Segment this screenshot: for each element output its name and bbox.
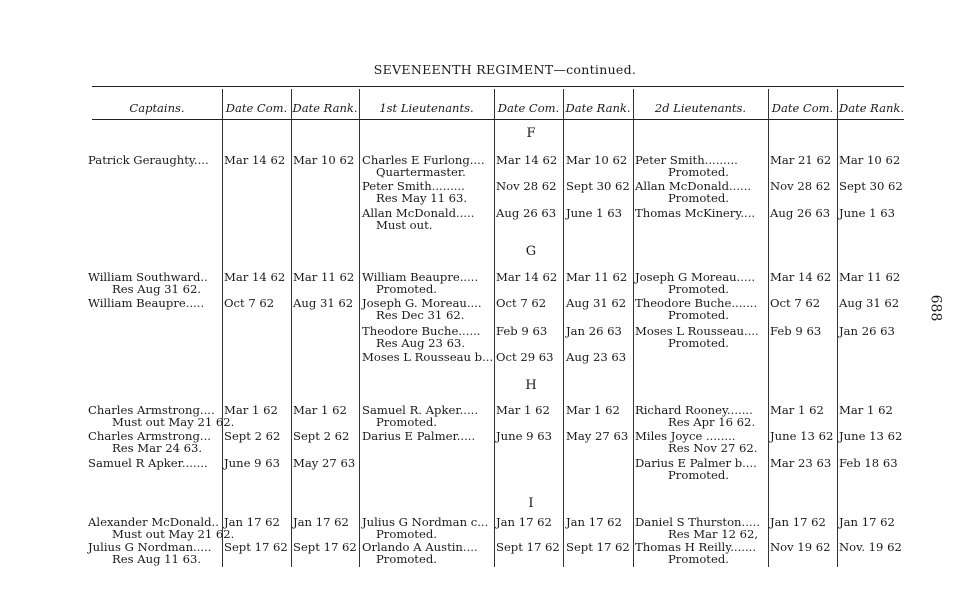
second-lt-date-com: Mar 23 63 [770,456,832,470]
second-lt-note: Promoted. [668,552,729,566]
first-lt-name: Moses L Rousseau b... [362,350,494,364]
first-lt-date-com: Sept 17 62 [496,540,560,554]
first-lt-name: Peter Smith......... [362,179,465,193]
first-lt-name: Orlando A Austin.... [362,540,478,554]
captain-date-com: Jan 17 62 [224,515,280,529]
company-letter: I [528,496,534,511]
first-lt-name: Darius E Palmer..... [362,429,476,443]
column-header: Date Com. [225,101,288,115]
captain-date-rank: Mar 1 62 [293,403,347,417]
captain-date-com: Mar 14 62 [224,270,286,284]
column-header: Date Rank. [565,101,631,115]
second-lt-date-com: Mar 21 62 [770,153,832,167]
captain-date-com: Oct 7 62 [224,296,275,310]
column-header: Captains. [129,101,185,115]
first-lt-date-rank: May 27 63 [566,429,629,443]
captain-name: William Beaupre..... [88,296,205,310]
company-letter: G [525,244,537,259]
second-lt-date-com: Mar 14 62 [770,270,832,284]
second-lt-name: Moses L Rousseau.... [635,324,759,338]
column-divider [633,89,634,567]
captain-date-com: Mar 1 62 [224,403,278,417]
second-lt-name: Allan McDonald...... [635,179,752,193]
second-lt-name: Richard Rooney....... [635,403,753,417]
running-title: SEVENEENTH REGIMENT—continued. [373,62,637,77]
captain-note: Must out May 21 62. [112,415,235,429]
captain-date-rank: Sept 17 62 [293,540,357,554]
first-lt-date-com: Oct 29 63 [496,350,554,364]
second-lt-note: Res Nov 27 62. [668,441,758,455]
first-lt-note: Res Dec 31 62. [376,308,465,322]
captain-date-rank: Aug 31 62 [293,296,354,310]
first-lt-note: Res May 11 63. [376,191,468,205]
first-lt-name: Charles E Furlong.... [362,153,485,167]
first-lt-name: Theodore Buche...... [362,324,481,338]
first-lt-date-rank: Jan 26 63 [566,324,622,338]
second-lt-note: Promoted. [668,308,729,322]
column-divider [222,89,223,567]
second-lt-date-rank: Nov. 19 62 [839,540,902,554]
second-lt-date-com: Feb 9 63 [770,324,822,338]
first-lt-note: Promoted. [376,282,437,296]
column-header: Date Com. [497,101,560,115]
second-lt-note: Promoted. [668,191,729,205]
captain-note: Res Aug 11 63. [112,552,202,566]
second-lt-date-rank: Jan 17 62 [839,515,895,529]
column-header: Date Rank. [839,101,904,115]
first-lt-note: Res Aug 23 63. [376,336,466,350]
second-lt-date-rank: Jan 26 63 [839,324,895,338]
second-lt-date-com: Oct 7 62 [770,296,821,310]
captain-name: Julius G Nordman..... [88,540,212,554]
second-lt-note: Promoted. [668,282,729,296]
first-lt-date-com: Oct 7 62 [496,296,547,310]
first-lt-date-rank: Aug 31 62 [566,296,627,310]
captain-name: Patrick Geraughty.... [88,153,209,167]
column-header: 2d Lieutenants. [654,101,747,115]
captain-note: Res Aug 31 62. [112,282,202,296]
second-lt-note: Res Mar 12 62, [668,527,759,541]
captain-date-com: Mar 14 62 [224,153,286,167]
second-lt-name: Theodore Buche....... [635,296,758,310]
second-lt-date-rank: Mar 10 62 [839,153,901,167]
second-lt-date-com: Aug 26 63 [770,206,831,220]
first-lt-date-com: Jan 17 62 [496,515,552,529]
first-lt-note: Promoted. [376,415,437,429]
column-divider [494,89,495,567]
captain-date-rank: May 27 63 [293,456,356,470]
second-lt-note: Res Apr 16 62. [668,415,756,429]
captain-date-rank: Mar 11 62 [293,270,355,284]
first-lt-date-rank: Aug 23 63 [566,350,627,364]
second-lt-note: Promoted. [668,165,729,179]
first-lt-date-com: June 9 63 [496,429,552,443]
column-divider [291,89,292,567]
second-lt-name: Thomas H Reilly....... [635,540,757,554]
top-rule [92,86,904,87]
column-header: 1st Lieutenants. [379,101,474,115]
first-lt-date-com: Nov 28 62 [496,179,557,193]
captain-name: Charles Armstrong... [88,429,211,443]
first-lt-name: Joseph G. Moreau.... [362,296,482,310]
first-lt-name: Julius G Nordman c... [362,515,489,529]
second-lt-date-rank: June 1 63 [839,206,895,220]
first-lt-name: Allan McDonald..... [362,206,475,220]
first-lt-date-rank: Jan 17 62 [566,515,622,529]
captain-name: Charles Armstrong.... [88,403,215,417]
column-divider [837,89,838,567]
company-letter: H [525,378,537,393]
captain-date-rank: Jan 17 62 [293,515,349,529]
second-lt-date-rank: Feb 18 63 [839,456,898,470]
captain-date-rank: Sept 2 62 [293,429,350,443]
column-divider [563,89,564,567]
page-number: 688 [927,294,944,322]
first-lt-date-com: Mar 14 62 [496,270,558,284]
captain-name: Alexander McDonald.. [88,515,219,529]
first-lt-note: Must out. [376,218,433,232]
second-lt-date-com: Nov 28 62 [770,179,831,193]
captain-name: William Southward.. [88,270,208,284]
second-lt-date-rank: Mar 1 62 [839,403,893,417]
captain-date-rank: Mar 10 62 [293,153,355,167]
first-lt-date-rank: June 1 63 [566,206,622,220]
second-lt-note: Promoted. [668,336,729,350]
second-lt-date-com: Mar 1 62 [770,403,824,417]
column-header: Date Rank. [292,101,358,115]
column-divider [768,89,769,567]
header-rule [92,119,904,120]
captain-note: Must out May 21 62. [112,527,235,541]
first-lt-note: Promoted. [376,527,437,541]
column-header: Date Com. [771,101,834,115]
second-lt-date-rank: Aug 31 62 [839,296,900,310]
second-lt-name: Thomas McKinery.... [635,206,756,220]
second-lt-name: Daniel S Thurston..... [635,515,760,529]
company-letter: F [526,126,536,141]
first-lt-date-com: Aug 26 63 [496,206,557,220]
first-lt-date-com: Mar 14 62 [496,153,558,167]
second-lt-date-rank: Mar 11 62 [839,270,901,284]
second-lt-name: Peter Smith......... [635,153,738,167]
first-lt-date-com: Mar 1 62 [496,403,550,417]
first-lt-name: Samuel R. Apker..... [362,403,479,417]
first-lt-note: Quartermaster. [376,165,466,179]
second-lt-date-rank: Sept 30 62 [839,179,903,193]
first-lt-date-rank: Mar 11 62 [566,270,628,284]
captain-name: Samuel R Apker....... [88,456,208,470]
second-lt-name: Darius E Palmer b.... [635,456,757,470]
first-lt-date-rank: Sept 17 62 [566,540,630,554]
second-lt-date-com: Nov 19 62 [770,540,831,554]
column-divider [359,89,360,567]
second-lt-name: Miles Joyce ........ [635,429,736,443]
captain-date-com: June 9 63 [224,456,280,470]
first-lt-date-rank: Sept 30 62 [566,179,630,193]
second-lt-note: Promoted. [668,468,729,482]
first-lt-date-com: Feb 9 63 [496,324,548,338]
first-lt-name: William Beaupre..... [362,270,479,284]
captain-date-com: Sept 2 62 [224,429,281,443]
second-lt-date-rank: June 13 62 [839,429,903,443]
second-lt-date-com: June 13 62 [770,429,834,443]
first-lt-date-rank: Mar 10 62 [566,153,628,167]
second-lt-name: Joseph G Moreau..... [635,270,756,284]
first-lt-note: Promoted. [376,552,437,566]
first-lt-date-rank: Mar 1 62 [566,403,620,417]
captain-date-com: Sept 17 62 [224,540,288,554]
captain-note: Res Mar 24 63. [112,441,203,455]
second-lt-date-com: Jan 17 62 [770,515,826,529]
